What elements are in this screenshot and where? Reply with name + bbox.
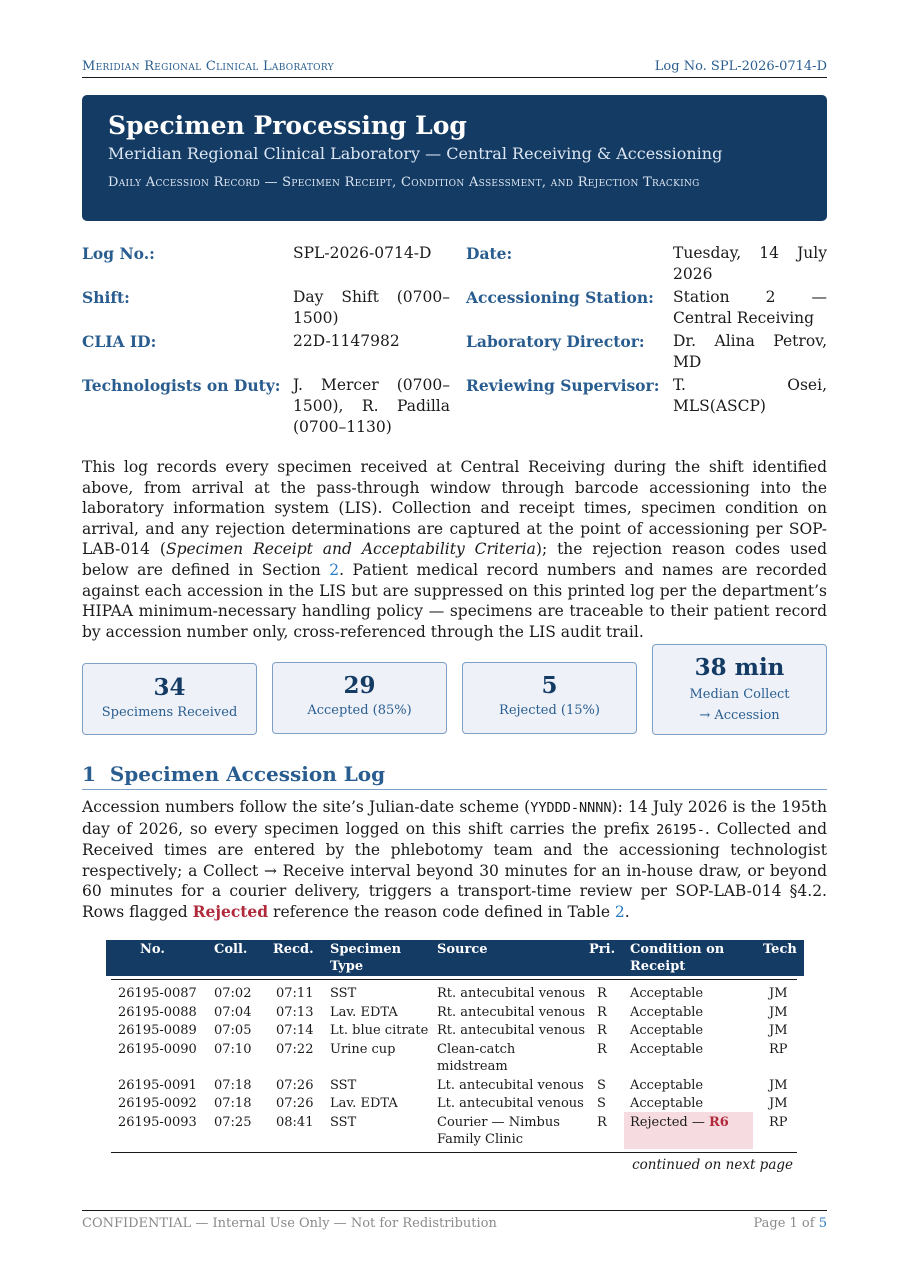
col-header-line: Type [330, 959, 364, 974]
meta-key: Log No.: [82, 244, 155, 263]
meta-value: T. Osei, MLS(ASCP) [673, 376, 827, 415]
cell-specimen-type: Lt. blue citrate [330, 1023, 429, 1038]
cell-specimen-type: SST [330, 986, 357, 1001]
cell-received: 07:22 [276, 1042, 314, 1057]
cell-priority: R [597, 1023, 607, 1038]
intro-text: This log records every specimen received at Central Receiving during the shift identified above, from arrival at the pass-through window through barcode accessioning into the laboratory information system (LIS). Collection and receipt times, specimen condition on arrival, and any rejection determinations are captured at the point of accessioning per SOP-LAB-014 ( [82, 458, 827, 559]
stat-label [653, 684, 826, 726]
cell-source-line: Clean-catch [437, 1042, 516, 1057]
meta-value: Station 2 — Central Receiving [673, 288, 827, 327]
cell-received: 08:41 [276, 1115, 314, 1130]
page-subtitle: Meridian Regional Clinical Laboratory — Central Receiving & Accessioning [108, 144, 723, 163]
intro-text: ); the rejection reason codes used below are defined in Section [82, 540, 828, 579]
stat-median-turnaround [652, 644, 827, 735]
cell-priority: S [597, 1096, 606, 1111]
col-header-received: Recd. [273, 942, 314, 957]
meta-value: SPL-2026-0714-D [293, 244, 432, 262]
section-heading-text: 1 Specimen Accession Log [82, 762, 386, 786]
meta-value: Tuesday, 14 July 2026 [673, 244, 827, 283]
cell-collected: 07:10 [214, 1042, 252, 1057]
cell-accession-no: 26195-0089 [118, 1023, 197, 1038]
cell-condition: Acceptable [630, 1096, 704, 1111]
cell-source-line: midstream [437, 1059, 508, 1074]
confidentiality-notice: CONFIDENTIAL — Internal Use Only — Not for Redistribution [82, 1216, 497, 1231]
cell-specimen-type: Lav. EDTA [330, 1005, 398, 1020]
cell-tech: JM [769, 1023, 788, 1038]
cell-accession-no: 26195-0087 [118, 986, 197, 1001]
cell-received: 07:11 [276, 986, 314, 1001]
running-head-lab: Meridian Regional Clinical Laboratory [82, 59, 334, 74]
stat-value: 29 [343, 672, 376, 699]
intro-text: . Patient medical record numbers and names are recorded against each accession in the LIS but are suppressed on this printed log per the department’s HIPAA minimum-necessary handling policy — specimens are traceable to their patient record by accession number only, cross-referenced through the LIS audit trail. [82, 560, 827, 641]
stat-accepted [272, 662, 447, 734]
cell-tech: JM [769, 1078, 788, 1093]
cell-priority: R [597, 1005, 607, 1020]
cell-condition: Acceptable [630, 1005, 704, 1020]
meta-key: Laboratory Director: [466, 332, 645, 351]
running-head [82, 58, 827, 78]
cell-source: Lt. antecubital venous [437, 1096, 584, 1111]
meta-key: Reviewing Supervisor: [466, 376, 660, 395]
section-heading [82, 762, 827, 790]
meta-value: Day Shift (0700–1500) [293, 288, 450, 327]
body-text: Accession numbers follow the site’s Julian-date scheme ( [82, 798, 531, 816]
cell-condition: Acceptable [630, 986, 704, 1001]
cell-source: Rt. antecubital venous [437, 1023, 585, 1038]
col-header-collected: Coll. [214, 942, 248, 957]
cell-specimen-type: Lav. EDTA [330, 1096, 398, 1111]
stat-label-line: Median Collect [689, 687, 790, 702]
cell-source [437, 1041, 515, 1075]
cell-source: Lt. antecubital venous [437, 1078, 584, 1093]
cell-tech: RP [769, 1115, 788, 1130]
cell-accession-no: 26195-0093 [118, 1115, 197, 1130]
cell-priority: R [597, 1042, 607, 1057]
body-text: reference the reason code defined in Table [268, 902, 615, 921]
meta-key: Technologists on Duty: [82, 376, 281, 395]
stat-label-line: → Accession [699, 708, 780, 723]
condition-text: Rejected — [630, 1115, 709, 1130]
cell-accession-no: 26195-0088 [118, 1005, 197, 1020]
cell-source-line: Courier — Nimbus [437, 1115, 560, 1130]
table-top-rule [111, 979, 797, 980]
cell-tech: JM [769, 1096, 788, 1111]
col-header-specimen-type [330, 941, 401, 975]
cell-collected: 07:05 [214, 1023, 252, 1038]
stat-value: 5 [541, 672, 558, 699]
page-footer [82, 1210, 827, 1231]
cell-priority: R [597, 1115, 607, 1130]
cell-priority: R [597, 986, 607, 1001]
cell-collected: 07:02 [214, 986, 252, 1001]
cell-source [437, 1114, 560, 1148]
stat-rejected [462, 662, 637, 734]
stat-label: Rejected (15%) [499, 703, 600, 718]
meta-key: Accessioning Station: [466, 288, 654, 307]
cell-accession-no: 26195-0090 [118, 1042, 197, 1057]
running-head-log-number: Log No. SPL-2026-0714-D [654, 59, 827, 74]
col-header-tech: Tech [763, 942, 797, 957]
cell-condition: Acceptable [630, 1042, 704, 1057]
stat-value: 34 [153, 674, 186, 701]
col-header-source: Source [437, 942, 488, 957]
log-metadata [82, 243, 827, 436]
cell-collected: 07:04 [214, 1005, 252, 1020]
cell-specimen-type: Urine cup [330, 1042, 396, 1057]
cell-specimen-type: SST [330, 1115, 357, 1130]
meta-value: Dr. Alina Petrov, MD [673, 332, 827, 371]
page-prefix: Page 1 of [753, 1216, 819, 1231]
col-header-condition [630, 941, 724, 975]
meta-key: Date: [466, 244, 513, 263]
cell-collected: 07:18 [214, 1078, 252, 1093]
col-header-no: No. [140, 942, 165, 957]
rejection-code: R6 [709, 1115, 729, 1130]
continued-note: continued on next page [632, 1157, 793, 1173]
cell-condition [630, 1114, 729, 1131]
cell-condition: Acceptable [630, 1078, 704, 1093]
cell-source-line: Family Clinic [437, 1132, 524, 1147]
meta-key: Shift: [82, 288, 130, 307]
meta-value: J. Mercer (0700–1500), R. Padilla (0700–1130) [293, 376, 450, 436]
page-title: Specimen Processing Log [108, 111, 467, 140]
cell-received: 07:26 [276, 1096, 314, 1111]
page-number [753, 1216, 827, 1231]
cell-priority: S [597, 1078, 606, 1093]
banner-caption: Daily Accession Record — Specimen Receipt, Condition Assessment, and Rejection Tracking [108, 175, 700, 190]
stat-specimens-received [82, 663, 257, 735]
stat-value: 38 min [694, 654, 785, 681]
col-header-line: Receipt [630, 959, 686, 974]
table-reference-link[interactable]: 2 [614, 902, 625, 921]
accession-table-header [106, 940, 804, 976]
stat-label: Accepted (85%) [307, 703, 412, 718]
cell-tech: JM [769, 1005, 788, 1020]
col-header-priority: Pri. [589, 942, 616, 957]
code-text: YYDDD-NNNN [530, 800, 612, 816]
cell-specimen-type: SST [330, 1078, 357, 1093]
code-text: 26195- [656, 821, 705, 838]
section-body [82, 797, 827, 923]
stat-label: Specimens Received [101, 705, 238, 720]
cell-received: 07:26 [276, 1078, 314, 1093]
meta-value: 22D-1147982 [293, 332, 400, 350]
cell-accession-no: 26195-0091 [118, 1078, 197, 1093]
title-banner [82, 95, 827, 221]
section-reference-link[interactable]: 2 [329, 560, 340, 579]
body-text: ): 14 July 2026 is the 195th day of 2026, so every specimen logged on this shift carries the prefix [82, 798, 827, 838]
body-text: . Collected and Received times are entered by the phlebotomy team and the accessioning technologist respectively; a Collect → Receive interval beyond 30 minutes for an in-house draw, or beyond 60 minutes for a courier delivery, triggers a transport-time review per SOP-LAB-014 §4.2. Rows flagged [82, 819, 827, 921]
cell-collected: 07:18 [214, 1096, 252, 1111]
page-total-link[interactable]: 5 [818, 1216, 827, 1231]
col-header-line: Specimen [330, 942, 402, 957]
cell-source: Rt. antecubital venous [437, 1005, 585, 1020]
intro-paragraph [82, 457, 827, 642]
cell-tech: RP [769, 1042, 788, 1057]
cell-received: 07:14 [276, 1023, 314, 1038]
cell-collected: 07:25 [214, 1115, 252, 1130]
col-header-line: Condition on [630, 942, 725, 957]
cell-tech: JM [769, 986, 788, 1001]
sop-title: Specimen Receipt and Acceptability Criteria [165, 540, 536, 559]
meta-key: CLIA ID: [82, 332, 157, 351]
table-bottom-rule [111, 1152, 797, 1153]
body-text: . [624, 902, 630, 921]
meta-row [82, 243, 827, 287]
cell-received: 07:13 [276, 1005, 314, 1020]
cell-condition: Acceptable [630, 1023, 704, 1038]
rejected-flag-word: Rejected [192, 901, 269, 921]
cell-source: Rt. antecubital venous [437, 986, 585, 1001]
cell-accession-no: 26195-0092 [118, 1096, 197, 1111]
